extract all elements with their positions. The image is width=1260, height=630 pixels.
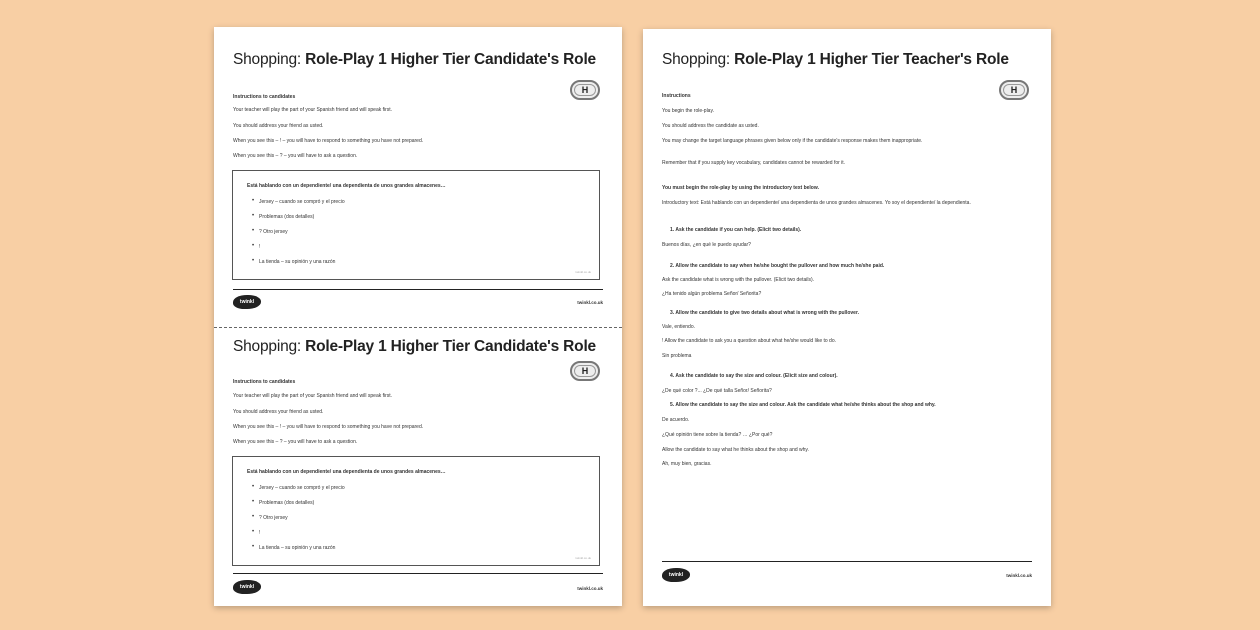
script-line: ¿Ha tenido algún problema Señor/ Señorita? [662, 291, 762, 297]
script-line: Vale, entiendo. [662, 324, 695, 330]
twinkl-logo: twinkl [233, 295, 261, 309]
task-box [232, 456, 600, 566]
teacher-sheet [643, 29, 1051, 606]
script-line: Allow the candidate to say what he thinks about the shop and why. [662, 447, 809, 453]
candidate-card-bottom [214, 316, 622, 605]
task-heading: Está hablando con un dependiente/ una dependienta de unos grandes almacenes… [247, 183, 446, 189]
introductory-text: Introductory text: Está hablando con un dependiente/ una dependienta de unos grandes almacenes. Yo soy el dependiente/ la dependienta. [662, 200, 971, 206]
instruction-line: When you see this – ? – you will have to ask a question. [233, 439, 358, 445]
task-item: • ? Otro jersey [259, 515, 288, 521]
task-heading: Está hablando con un dependiente/ una dependienta de unos grandes almacenes… [247, 469, 446, 475]
script-line: ! Allow the candidate to ask you a question about what he/she would like to do. [662, 338, 837, 344]
twinkl-logo: twinkl [662, 568, 690, 582]
site-url: twinkl.co.uk [577, 586, 603, 591]
task-item: • La tienda – su opinión y una razón [259, 545, 335, 551]
task-item: • ? Otro jersey [259, 229, 288, 235]
script-line: Buenos días, ¿en qué le puedo ayudar? [662, 242, 751, 248]
candidate-card-top [214, 27, 622, 316]
instructions-heading: Instructions to candidates [233, 94, 296, 100]
instruction-line: Your teacher will play the part of your Spanish friend and will speak first. [233, 393, 393, 399]
instructions-heading: Instructions to candidates [233, 379, 296, 385]
instruction-line: You begin the role-play. [662, 108, 714, 114]
instruction-line: You may change the target language phrases given below only if the candidate's response makes them inappropriate. [662, 138, 923, 144]
script-step: 4. Ask the candidate to say the size and colour. (Elicit size and colour). [670, 373, 838, 379]
instruction-line: Your teacher will play the part of your Spanish friend and will speak first. [233, 107, 393, 113]
task-item: • Jersey – cuando se compró y el precio [259, 199, 345, 205]
instructions-heading: Instructions [662, 93, 691, 99]
candidate-title: Shopping: Role-Play 1 Higher Tier Candidate's Role [233, 51, 596, 68]
box-watermark: twinkl.co.uk [575, 556, 591, 560]
task-item: • ! [259, 530, 260, 536]
higher-tier-badge: H [570, 361, 600, 381]
teacher-title: Shopping: Role-Play 1 Higher Tier Teacher's Role [662, 51, 1009, 68]
script-step: 1. Ask the candidate if you can help. (Elicit two details). [670, 227, 802, 233]
task-item: • La tienda – su opinión y una razón [259, 259, 335, 265]
site-url: twinkl.co.uk [577, 300, 603, 305]
instruction-line: When you see this – ! – you will have to respond to something you have not prepared. [233, 138, 424, 144]
script-line: ¿De qué color ?... ¿De qué talla Señor/ Señorita? [662, 388, 772, 394]
script-step: 3. Allow the candidate to give two details about what is wrong with the pullover. [670, 310, 860, 316]
instruction-line: When you see this – ? – you will have to ask a question. [233, 153, 358, 159]
footer-divider [662, 561, 1032, 562]
higher-tier-badge: H [570, 80, 600, 100]
must-begin-note: You must begin the role-play by using the introductory text below. [662, 185, 819, 191]
script-line: ¿Qué opinión tiene sobre la tienda? … ¿Por qué? [662, 432, 773, 438]
higher-tier-badge: H [999, 80, 1029, 100]
task-box [232, 170, 600, 280]
candidate-title: Shopping: Role-Play 1 Higher Tier Candidate's Role [233, 338, 596, 355]
script-line: De acuerdo. [662, 417, 690, 423]
task-item: • ! [259, 244, 260, 250]
instruction-line: When you see this – ! – you will have to respond to something you have not prepared. [233, 424, 424, 430]
instruction-line: Remember that if you supply key vocabulary, candidates cannot be rewarded for it. [662, 160, 846, 166]
instruction-line: You should address your friend as usted. [233, 409, 324, 415]
instruction-line: You should address your friend as usted. [233, 123, 324, 129]
candidate-sheet [214, 27, 622, 606]
task-item: • Problemas (dos detalles) [259, 500, 314, 506]
task-item: • Jersey – cuando se compró y el precio [259, 485, 345, 491]
site-url: twinkl.co.uk [1006, 573, 1032, 578]
script-step: 5. Allow the candidate to say the size and colour. Ask the candidate what he/she thinks about the shop and why. [670, 402, 936, 408]
box-watermark: twinkl.co.uk [575, 270, 591, 274]
footer-divider [233, 573, 603, 574]
task-item: • Problemas (dos detalles) [259, 214, 314, 220]
twinkl-logo: twinkl [233, 580, 261, 594]
instruction-line: You should address the candidate as usted. [662, 123, 759, 129]
footer-divider [233, 289, 603, 290]
script-line: Sin problema [662, 353, 692, 359]
script-line: Ask the candidate what is wrong with the pullover. (Elicit two details). [662, 277, 815, 283]
script-line: Ah, muy bien, gracias. [662, 461, 712, 467]
script-step: 2. Allow the candidate to say when he/she bought the pullover and how much he/she paid. [670, 263, 885, 269]
